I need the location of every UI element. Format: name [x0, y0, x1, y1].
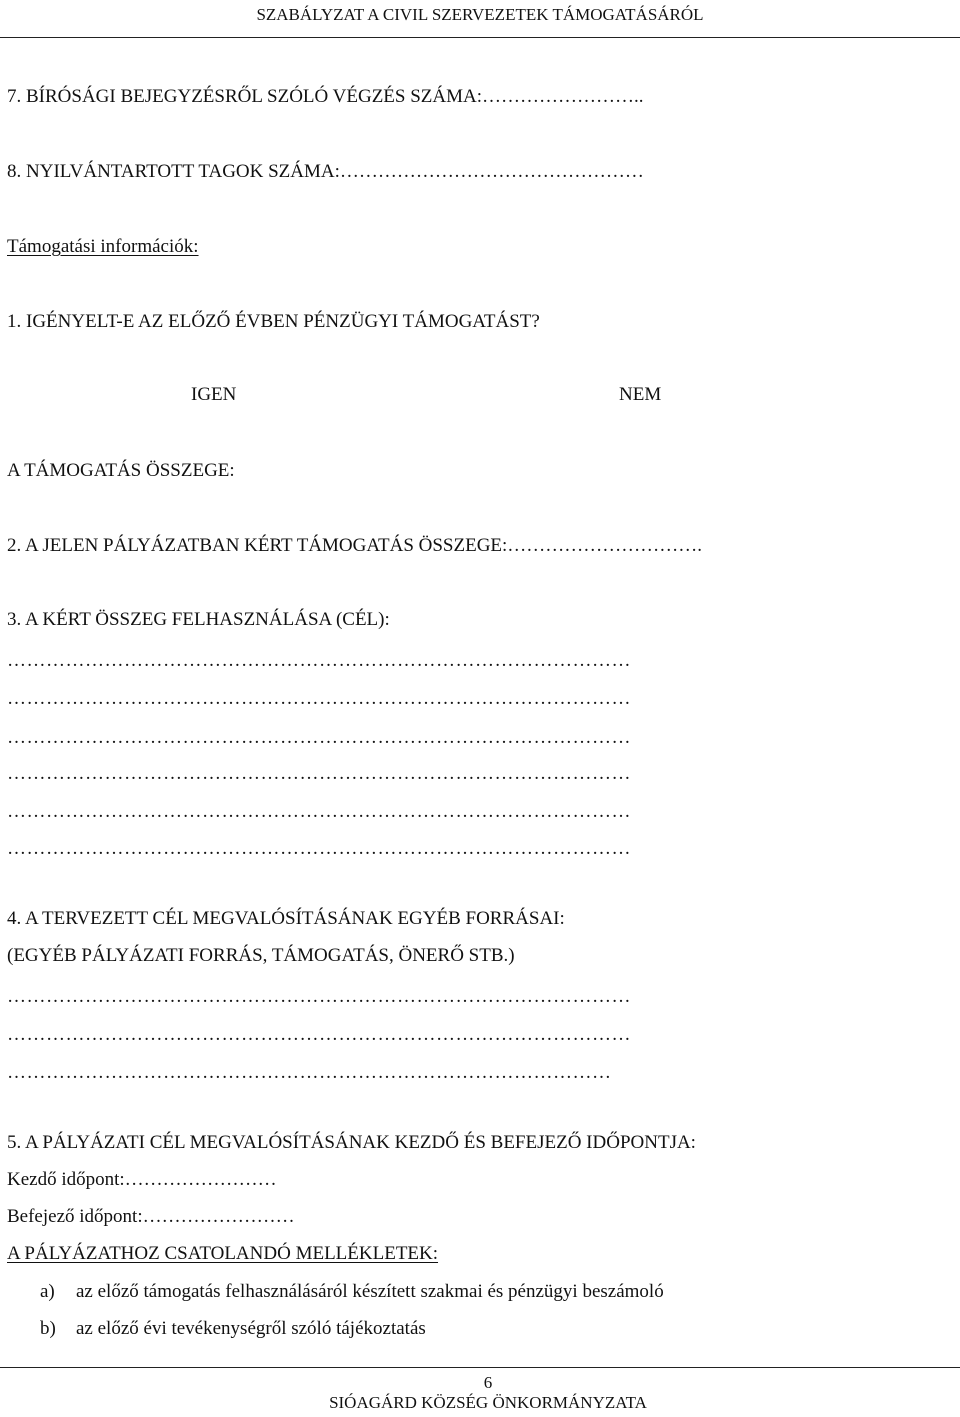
attachment-item: az előző évi tevékenységről szóló tájékoztatás: [76, 1318, 426, 1339]
purpose-line[interactable]: ……………………………………………………………………………………: [7, 763, 631, 784]
end-date-field[interactable]: Befejező időpont:……………………: [7, 1206, 295, 1227]
attachment-letter: b): [40, 1318, 56, 1339]
question-4-note: (EGYÉB PÁLYÁZATI FORRÁS, TÁMOGATÁS, ÖNERŐ STB.): [7, 945, 515, 966]
member-count-field: 8. NYILVÁNTARTOTT TAGOK SZÁMA:…………………………………………: [7, 161, 644, 182]
purpose-line[interactable]: ……………………………………………………………………………………: [7, 838, 631, 859]
start-date-field[interactable]: Kezdő időpont:……………………: [7, 1169, 277, 1190]
purpose-line[interactable]: ……………………………………………………………………………………: [7, 650, 631, 671]
attachment-item: az előző támogatás felhasználásáról készített szakmai és pénzügyi beszámoló: [76, 1281, 664, 1302]
support-info-heading: Támogatási információk:: [7, 236, 199, 257]
header-divider: [0, 37, 960, 38]
option-yes[interactable]: IGEN: [191, 384, 237, 405]
other-sources-line[interactable]: ……………………………………………………………………………………: [7, 986, 631, 1007]
purpose-line[interactable]: ……………………………………………………………………………………: [7, 688, 631, 709]
question-2: 2. A JELEN PÁLYÁZATBAN KÉRT TÁMOGATÁS ÖSSZEGE:………………………….: [7, 535, 703, 556]
footer-divider: [0, 1367, 960, 1368]
attachments-heading: A PÁLYÁZATHOZ CSATOLANDÓ MELLÉKLETEK:: [7, 1243, 439, 1264]
other-sources-line[interactable]: ……………………………………………………………………………………: [7, 1024, 631, 1045]
page-number: 6: [483, 1373, 493, 1392]
footer-organization: SIÓAGÁRD KÖZSÉG ÖNKORMÁNYZATA: [329, 1393, 647, 1412]
page-header-title: SZABÁLYZAT A CIVIL SZERVEZETEK TÁMOGATÁSÁRÓL: [256, 5, 704, 24]
question-4: 4. A TERVEZETT CÉL MEGVALÓSÍTÁSÁNAK EGYÉB FORRÁSAI:: [7, 908, 565, 929]
attachment-letter: a): [40, 1281, 55, 1302]
question-1: 1. IGÉNYELT-E AZ ELŐZŐ ÉVBEN PÉNZÜGYI TÁMOGATÁST?: [7, 311, 540, 332]
registration-number-field: 7. BÍRÓSÁGI BEJEGYZÉSRŐL SZÓLÓ VÉGZÉS SZÁMA:……………………..: [7, 86, 644, 107]
purpose-line[interactable]: ……………………………………………………………………………………: [7, 727, 631, 748]
option-no[interactable]: NEM: [619, 384, 662, 405]
question-5: 5. A PÁLYÁZATI CÉL MEGVALÓSÍTÁSÁNAK KEZDŐ ÉS BEFEJEZŐ IDŐPONTJA:: [7, 1132, 696, 1153]
other-sources-line[interactable]: …………………………………………………………………………………: [7, 1062, 612, 1083]
question-3: 3. A KÉRT ÖSSZEG FELHASZNÁLÁSA (CÉL):: [7, 609, 390, 630]
purpose-line[interactable]: ……………………………………………………………………………………: [7, 801, 631, 822]
support-amount-label: A TÁMOGATÁS ÖSSZEGE:: [7, 460, 235, 481]
